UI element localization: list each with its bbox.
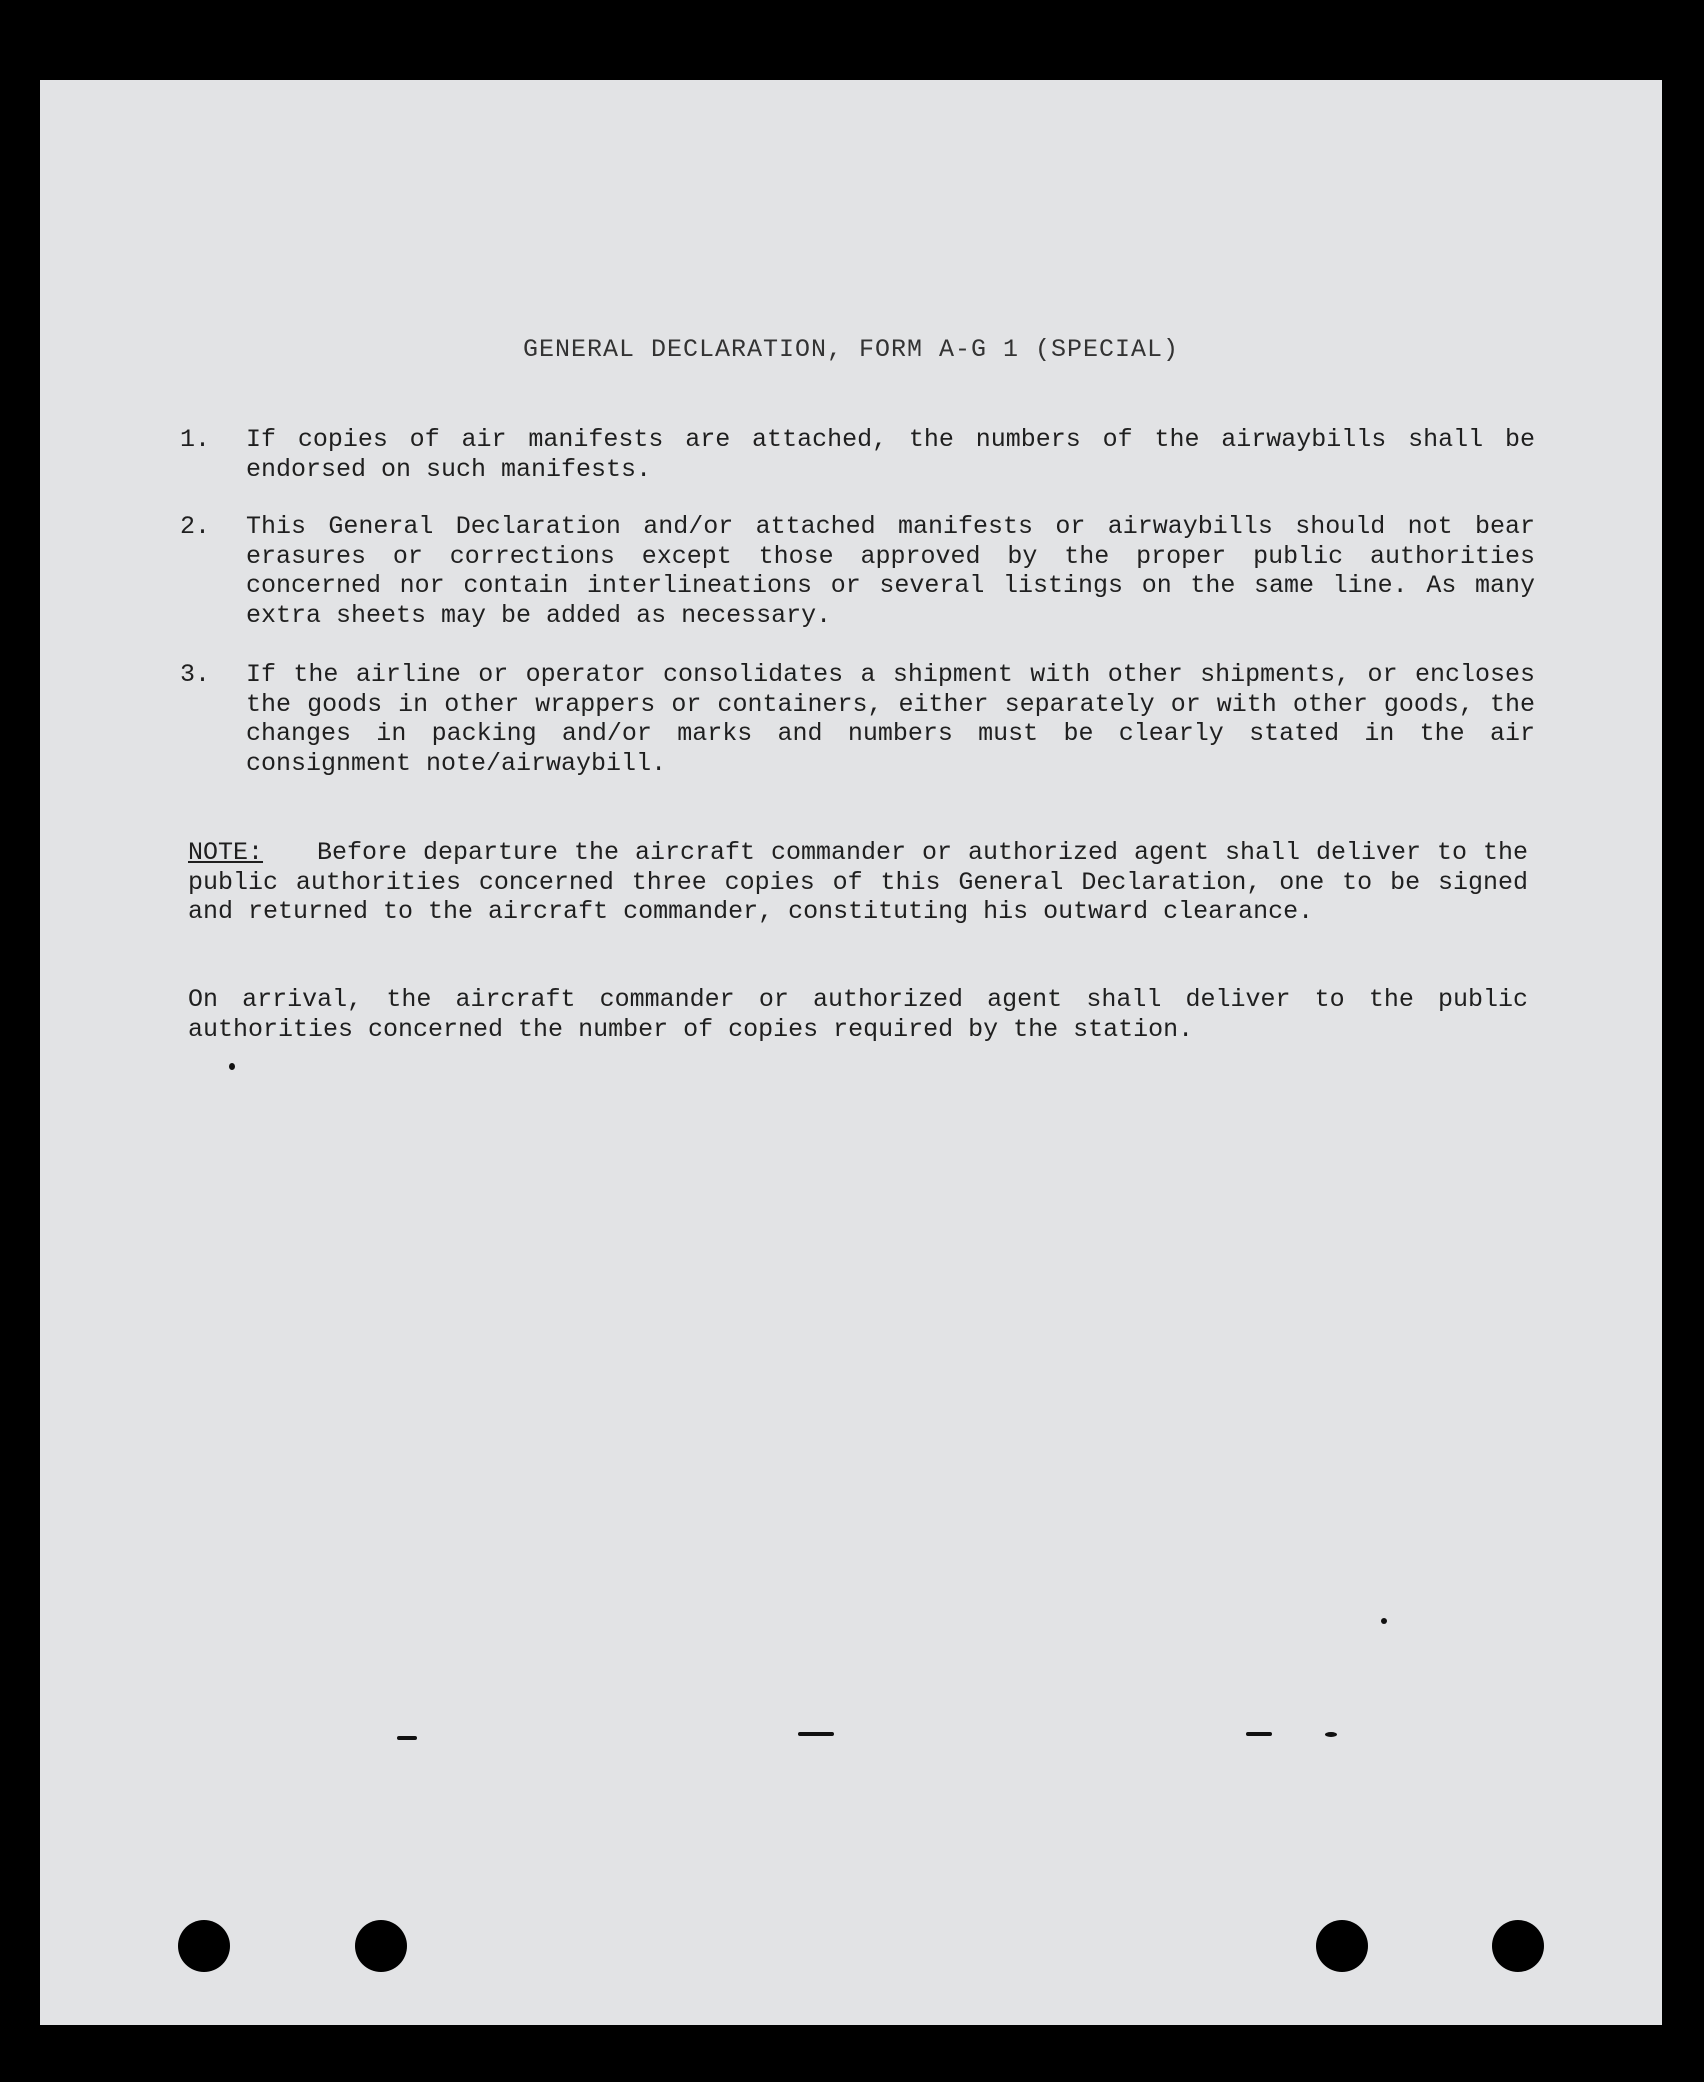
ink-speck (1325, 1732, 1337, 1737)
note-label: NOTE: (188, 838, 264, 867)
form-title: GENERAL DECLARATION, FORM A-G 1 (SPECIAL) (522, 335, 1180, 364)
ink-speck (1246, 1732, 1272, 1736)
punch-hole (1492, 1920, 1544, 1972)
ink-speck (1381, 1618, 1387, 1624)
instruction-item-1 (180, 425, 1535, 484)
instruction-item-2 (180, 512, 1535, 630)
item-number: 1. (180, 425, 211, 454)
arrival-paragraph (188, 985, 1528, 1044)
document-page (40, 80, 1662, 2025)
item-number: 2. (180, 512, 211, 541)
item-text: This General Declaration and/or attached manifests or airwaybills should not bear erasures or corrections except those approved by the proper public authorities concerned nor contain interlineations or several listings on the same line. As many extra sheets may be added as necessary. (246, 512, 1535, 630)
ink-speck (229, 1063, 235, 1070)
ink-speck (798, 1732, 834, 1736)
ink-speck (397, 1736, 417, 1740)
note-text: Before departure the aircraft commander or authorized agent shall deliver to the public authorities concerned three copies of this General Declaration, one to be signed and returned to the aircraft commander, constituting his outward clearance. (188, 838, 1528, 926)
item-text: If the airline or operator consolidates a shipment with other shipments, or encloses the goods in other wrappers or containers, either separately or with other goods, the changes in packing and/or marks and numbers must be clearly stated in the air consignment note/airwaybill. (246, 660, 1535, 778)
note-paragraph (188, 838, 1528, 927)
instruction-item-3 (180, 660, 1535, 778)
arrival-text: On arrival, the aircraft commander or authorized agent shall deliver to the public authorities concerned the number of copies required by the station. (188, 985, 1528, 1044)
punch-hole (178, 1920, 230, 1972)
punch-hole (355, 1920, 407, 1972)
item-number: 3. (180, 660, 211, 689)
item-text: If copies of air manifests are attached, the numbers of the airwaybills shall be endorsed on such manifests. (246, 425, 1535, 484)
punch-hole (1316, 1920, 1368, 1972)
